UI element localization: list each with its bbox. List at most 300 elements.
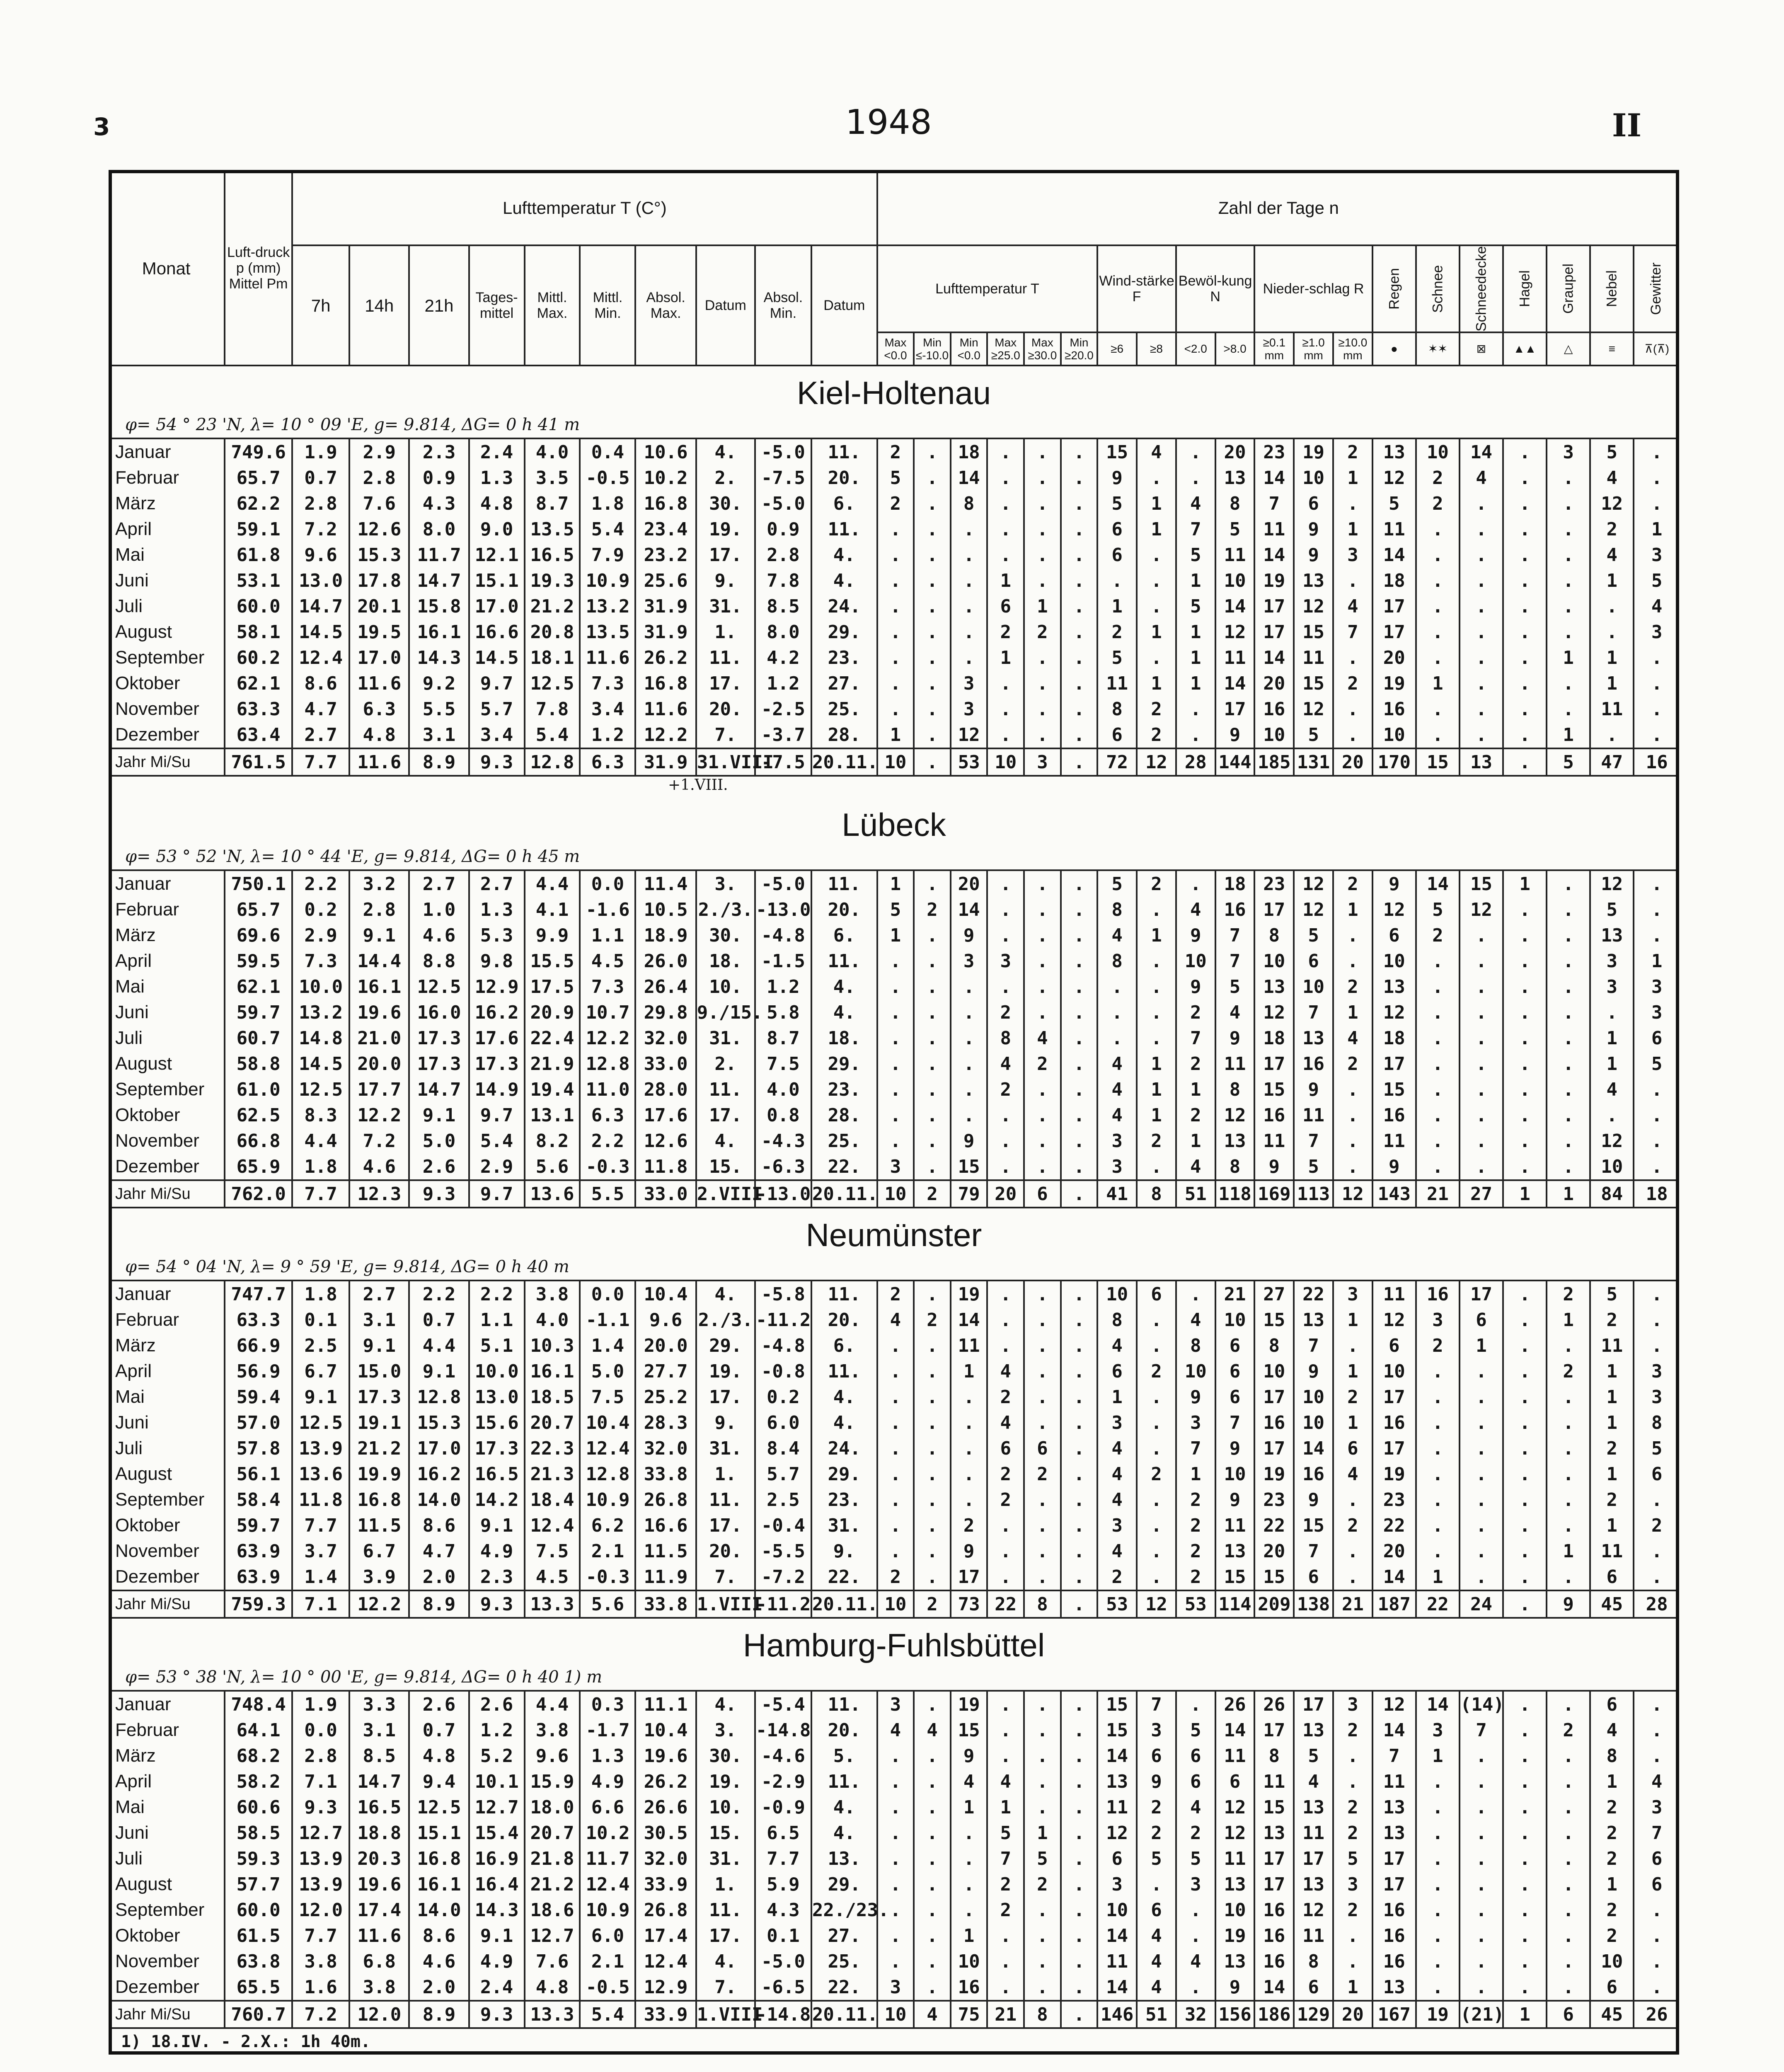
data-cell: . [1137, 1025, 1176, 1051]
data-cell: 2.8 [292, 491, 349, 516]
data-cell: 18.0 [525, 1794, 580, 1820]
data-cell: 12 [1590, 1128, 1634, 1154]
data-cell: 4. [811, 1820, 877, 1846]
data-cell: . [1460, 619, 1503, 645]
data-cell: 17 [1294, 1846, 1333, 1871]
data-cell: 5 [1634, 1051, 1679, 1077]
total-cell: 129 [1294, 2001, 1333, 2028]
data-cell: 2.2 [469, 1280, 525, 1307]
data-cell: -5.0 [755, 491, 811, 516]
station-coords: φ= 54 ° 23 'N, λ= 10 ° 09 'E, g= 9.814, ΔG= 0 h 41 m [109, 412, 1679, 438]
data-cell: 18 [1254, 1025, 1294, 1051]
data-cell: . [1547, 1128, 1590, 1154]
data-cell: 10 [951, 1949, 988, 1974]
data-cell: . [1061, 1513, 1098, 1538]
data-cell: 11.8 [635, 1154, 696, 1180]
data-cell: . [987, 1717, 1024, 1743]
data-cell: . [1416, 1461, 1460, 1487]
data-cell: 60.0 [225, 1897, 292, 1923]
data-cell: . [1460, 516, 1503, 542]
data-cell: . [1061, 870, 1098, 897]
data-cell: 1.1 [469, 1307, 525, 1333]
data-cell: 2.5 [755, 1487, 811, 1513]
data-cell: 13 [1215, 1949, 1255, 1974]
data-cell: 2 [914, 1307, 951, 1333]
data-cell: . [1547, 870, 1590, 897]
data-cell: 4.8 [525, 1974, 580, 2001]
data-cell: . [1503, 722, 1547, 748]
data-cell: 9 [1294, 542, 1333, 568]
data-cell: . [1061, 1025, 1098, 1051]
data-cell: . [1503, 465, 1547, 491]
data-cell: 2 [1590, 1307, 1634, 1333]
data-cell: 5 [1590, 897, 1634, 922]
data-cell: 0.7 [409, 1717, 469, 1743]
total-cell: 28 [1176, 748, 1215, 776]
data-cell: 24. [811, 1435, 877, 1461]
header-schneedecke: Schneedecke [1460, 245, 1503, 332]
header-windstaerke: Wind-stärke F [1097, 245, 1176, 332]
sub-min-ge20: Min ≥20.0 [1061, 332, 1098, 366]
data-cell: . [1176, 722, 1215, 748]
total-cell: 7.7 [292, 748, 349, 776]
data-cell: 11.6 [349, 1923, 409, 1949]
station-name: Hamburg-Fuhlsbüttel [743, 1627, 1045, 1664]
data-cell: . [877, 1000, 914, 1025]
data-cell: 20 [1254, 670, 1294, 696]
data-cell: 29. [811, 619, 877, 645]
data-cell: 21.9 [525, 1051, 580, 1077]
total-cell: 20 [987, 1180, 1024, 1208]
total-label: Jahr Mi/Su [109, 2001, 225, 2028]
data-cell: 14 [1372, 1564, 1416, 1590]
data-cell: . [1547, 568, 1590, 593]
data-cell: 10 [1254, 948, 1294, 974]
data-cell: 0.8 [755, 1102, 811, 1128]
data-cell: . [1024, 1769, 1061, 1794]
total-cell: 146 [1097, 2001, 1137, 2028]
data-cell: 6 [1215, 1333, 1255, 1358]
data-cell: 9 [951, 922, 988, 948]
data-cell: 4 [1137, 1923, 1176, 1949]
data-cell: 22.3 [525, 1435, 580, 1461]
data-cell: 11 [951, 1333, 988, 1358]
data-cell: 13 [1254, 1820, 1294, 1846]
data-cell: . [877, 1358, 914, 1384]
data-cell: 26.2 [635, 645, 696, 670]
data-cell: . [987, 1949, 1024, 1974]
data-cell: 15.3 [349, 542, 409, 568]
data-cell: 2 [1333, 438, 1372, 465]
total-cell: 8 [1024, 1590, 1061, 1618]
data-cell: 11 [1372, 1280, 1416, 1307]
month-label: Juni [115, 1412, 149, 1433]
data-cell: . [1024, 1410, 1061, 1435]
data-cell: 14 [1416, 1691, 1460, 1717]
data-cell: 4.7 [409, 1538, 469, 1564]
data-cell: 65.7 [225, 465, 292, 491]
data-cell: 1 [1590, 670, 1634, 696]
data-cell: 19 [1372, 1461, 1416, 1487]
data-cell: . [914, 1077, 951, 1102]
data-cell: 63.4 [225, 722, 292, 748]
data-cell: 12.5 [409, 1794, 469, 1820]
data-cell: . [1061, 1564, 1098, 1590]
data-cell: 22. [811, 1154, 877, 1180]
data-cell: 26.0 [635, 948, 696, 974]
data-cell: 17 [1254, 897, 1294, 922]
sub-n-lt2: <2.0 [1176, 332, 1215, 366]
data-cell: 31.9 [635, 619, 696, 645]
data-cell: 18 [1215, 870, 1255, 897]
data-cell: 12.9 [635, 1974, 696, 2001]
data-cell: 20.3 [349, 1846, 409, 1871]
total-cell: 79 [951, 1180, 988, 1208]
data-cell: . [1503, 1794, 1547, 1820]
data-cell: 15 [1460, 870, 1503, 897]
data-cell: 1 [1176, 619, 1215, 645]
data-cell: 4 [1590, 465, 1634, 491]
data-cell: 12.2 [580, 1025, 635, 1051]
total-cell: 169 [1254, 1180, 1294, 1208]
data-cell: . [1416, 1154, 1460, 1180]
data-cell: . [877, 1025, 914, 1051]
data-cell: 23 [1254, 870, 1294, 897]
data-cell: . [1503, 1154, 1547, 1180]
data-cell: 7.5 [755, 1051, 811, 1077]
data-cell: . [1024, 465, 1061, 491]
data-cell: 2.2 [409, 1280, 469, 1307]
data-cell: 1. [696, 619, 755, 645]
data-cell: 16.8 [409, 1846, 469, 1871]
data-cell: 4 [987, 1051, 1024, 1077]
data-cell: 16.9 [469, 1846, 525, 1871]
data-cell: 2 [987, 1384, 1024, 1410]
data-cell: . [1634, 645, 1679, 670]
data-cell: . [1460, 1513, 1503, 1538]
data-cell: . [1176, 1280, 1215, 1307]
data-cell: 7 [1176, 1025, 1215, 1051]
data-cell: 7.3 [580, 670, 635, 696]
data-cell: 9 [1137, 1769, 1176, 1794]
data-cell: . [877, 1743, 914, 1769]
data-cell: 8 [1097, 1307, 1137, 1333]
data-cell: 65.5 [225, 1974, 292, 2001]
data-cell: . [1547, 1794, 1590, 1820]
data-cell: . [1460, 1025, 1503, 1051]
data-cell: 1.1 [580, 922, 635, 948]
data-cell: 5.5 [409, 696, 469, 722]
data-cell: 2 [987, 1897, 1024, 1923]
data-cell: . [1137, 1538, 1176, 1564]
data-cell: . [1634, 1743, 1679, 1769]
data-cell: 4.3 [755, 1897, 811, 1923]
data-cell: 11 [1215, 1846, 1255, 1871]
data-cell: 1.0 [409, 897, 469, 922]
header-graupel: Graupel [1547, 245, 1590, 332]
data-cell: . [914, 1358, 951, 1384]
data-cell: 4.8 [409, 1743, 469, 1769]
data-cell: 8.4 [755, 1435, 811, 1461]
data-cell: . [1503, 1333, 1547, 1358]
data-cell: . [1137, 542, 1176, 568]
data-cell: . [1634, 870, 1679, 897]
data-cell: . [1333, 1333, 1372, 1358]
data-cell: . [1503, 974, 1547, 1000]
month-label: Dezember [115, 1566, 199, 1587]
data-cell: . [987, 722, 1024, 748]
data-cell: 16 [1254, 1949, 1294, 1974]
header-zahl-der-tage: Zahl der Tage n [877, 171, 1679, 245]
data-cell: 11 [1254, 1769, 1294, 1794]
data-cell: 2.1 [580, 1538, 635, 1564]
data-cell: 13.5 [525, 516, 580, 542]
data-cell: 6 [1634, 1871, 1679, 1897]
total-cell: 761.5 [225, 748, 292, 776]
total-cell: 20.11. [811, 748, 877, 776]
data-cell: 15 [951, 1154, 988, 1180]
data-cell: 3 [1590, 948, 1634, 974]
data-cell: -0.8 [755, 1358, 811, 1384]
data-cell: 4 [1097, 922, 1137, 948]
data-cell: 1 [1547, 1538, 1590, 1564]
data-cell: 1 [1333, 516, 1372, 542]
data-cell: 14 [951, 1307, 988, 1333]
data-cell: 2.8 [349, 897, 409, 922]
data-cell: -0.5 [580, 1974, 635, 2001]
data-cell: . [1416, 1923, 1460, 1949]
data-cell: . [1137, 465, 1176, 491]
data-cell: 11. [811, 948, 877, 974]
data-cell: 1 [1590, 1358, 1634, 1384]
sub-min-lt0: Min <0.0 [951, 332, 988, 366]
data-cell: 12.6 [635, 1128, 696, 1154]
data-cell: 3. [696, 870, 755, 897]
data-cell: 14.8 [292, 1025, 349, 1051]
data-cell: . [1024, 948, 1061, 974]
data-cell: . [1416, 1897, 1460, 1923]
data-cell: . [1416, 1794, 1460, 1820]
data-cell: . [1416, 974, 1460, 1000]
data-cell: 9. [696, 568, 755, 593]
data-cell: 21.0 [349, 1025, 409, 1051]
total-cell: 13.6 [525, 1180, 580, 1208]
data-cell: 9 [1215, 1025, 1255, 1051]
data-cell: 27 [1254, 1280, 1294, 1307]
data-cell: 12.9 [469, 974, 525, 1000]
data-cell: . [987, 670, 1024, 696]
data-cell: 9. [811, 1538, 877, 1564]
data-cell: . [1634, 1717, 1679, 1743]
month-label: September [115, 1079, 205, 1100]
data-cell: . [1634, 670, 1679, 696]
data-cell: 1 [1137, 516, 1176, 542]
data-cell: . [877, 1487, 914, 1513]
data-cell: 14 [951, 465, 988, 491]
data-cell: 2 [877, 438, 914, 465]
data-cell: . [877, 1384, 914, 1410]
data-cell: 60.0 [225, 593, 292, 619]
data-cell: 13.9 [292, 1871, 349, 1897]
data-cell: 11. [696, 1487, 755, 1513]
total-cell: 12.0 [349, 2001, 409, 2028]
section-number: II [1612, 107, 1642, 144]
data-cell: . [1024, 870, 1061, 897]
data-cell: . [1024, 1154, 1061, 1180]
data-cell: . [914, 619, 951, 645]
data-cell: 8 [1215, 1077, 1255, 1102]
data-cell: . [1024, 1974, 1061, 2001]
data-cell: 5 [1294, 922, 1333, 948]
data-cell: 12 [1372, 1000, 1416, 1025]
data-cell: 3.7 [292, 1538, 349, 1564]
data-cell: 6 [1294, 1974, 1333, 2001]
data-cell: 63.9 [225, 1538, 292, 1564]
data-cell: 8.5 [349, 1743, 409, 1769]
data-cell: . [1460, 1794, 1503, 1820]
data-cell: . [1590, 1102, 1634, 1128]
data-cell: . [1061, 1000, 1098, 1025]
data-cell: 4.0 [525, 438, 580, 465]
data-cell: 4 [1176, 1949, 1215, 1974]
data-cell: 13.9 [292, 1846, 349, 1871]
data-cell: 31. [811, 1513, 877, 1538]
month-label: Juni [115, 1823, 149, 1843]
data-cell: 7.3 [580, 974, 635, 1000]
data-cell: 7.2 [292, 516, 349, 542]
data-cell: . [1547, 1410, 1590, 1435]
data-cell: . [1547, 1051, 1590, 1077]
data-cell: 16.1 [525, 1358, 580, 1384]
data-cell: . [1503, 1564, 1547, 1590]
data-cell: 16 [1372, 1897, 1416, 1923]
data-cell: 13 [1294, 1871, 1333, 1897]
header-luftdruck: Luft-druck p (mm) Mittel Pm [225, 171, 292, 366]
data-cell: . [1061, 1769, 1098, 1794]
data-cell: . [914, 1846, 951, 1871]
data-cell: 1. [696, 1871, 755, 1897]
data-cell: 10.6 [635, 438, 696, 465]
data-cell: 11 [1215, 542, 1255, 568]
data-cell: . [951, 542, 988, 568]
data-cell: 4.2 [755, 645, 811, 670]
data-cell: 15 [1254, 1307, 1294, 1333]
data-cell: . [1460, 696, 1503, 722]
sym-graupel-icon: △ [1547, 332, 1590, 366]
data-cell: 2 [914, 897, 951, 922]
data-cell: . [914, 1000, 951, 1025]
data-cell: 29. [811, 1871, 877, 1897]
data-cell: 59.3 [225, 1846, 292, 1871]
data-cell: . [1333, 1949, 1372, 1974]
data-cell: 8.6 [409, 1923, 469, 1949]
data-cell: 6 [1294, 491, 1333, 516]
total-cell: 170 [1372, 748, 1416, 776]
data-cell: 2.4 [469, 1974, 525, 2001]
data-cell: 8 [1590, 1743, 1634, 1769]
total-cell: 10 [877, 1590, 914, 1618]
data-cell: . [877, 696, 914, 722]
data-cell: 11.6 [580, 645, 635, 670]
data-cell: 0.0 [292, 1717, 349, 1743]
data-cell: 19 [951, 1691, 988, 1717]
data-cell: 8 [1294, 1949, 1333, 1974]
data-cell: . [1024, 1000, 1061, 1025]
data-cell: . [1460, 542, 1503, 568]
data-cell: 6 [1097, 1358, 1137, 1384]
total-label: Jahr Mi/Su [109, 1590, 225, 1618]
data-cell: 11 [1372, 1769, 1416, 1794]
data-cell: 13.2 [292, 1000, 349, 1025]
data-cell: . [1061, 542, 1098, 568]
data-cell: . [1547, 491, 1590, 516]
data-cell: 4.5 [525, 1564, 580, 1590]
header-schnee: Schnee [1416, 245, 1460, 332]
data-cell: . [951, 1410, 988, 1435]
data-cell: -1.5 [755, 948, 811, 974]
data-cell: 12.2 [349, 1102, 409, 1128]
data-cell: 17 [1215, 696, 1255, 722]
data-cell: 21.2 [349, 1435, 409, 1461]
data-cell: 30.5 [635, 1820, 696, 1846]
data-cell: 1 [1097, 593, 1137, 619]
data-cell: 2.8 [349, 465, 409, 491]
data-cell: 12 [1372, 465, 1416, 491]
data-cell: 10.4 [635, 1280, 696, 1307]
data-cell: 4.9 [580, 1769, 635, 1794]
data-cell: . [987, 542, 1024, 568]
data-cell: . [1547, 1691, 1590, 1717]
data-cell: 5.6 [525, 1154, 580, 1180]
data-cell: . [1634, 696, 1679, 722]
data-cell: 13 [1254, 974, 1294, 1000]
data-cell: 12 [1294, 870, 1333, 897]
data-cell: 5.0 [580, 1358, 635, 1384]
data-cell: . [914, 465, 951, 491]
data-cell: . [1061, 1333, 1098, 1358]
data-cell: 14 [1097, 1743, 1137, 1769]
data-cell: 2 [1176, 1487, 1215, 1513]
data-cell: 16 [1294, 1051, 1333, 1077]
data-cell: 2 [1176, 1051, 1215, 1077]
data-cell: . [1097, 1025, 1137, 1051]
total-cell: -7.5 [755, 748, 811, 776]
data-cell: . [1061, 1461, 1098, 1487]
data-cell: . [1137, 1871, 1176, 1897]
month-label: Februar [115, 467, 179, 488]
data-cell: 2 [1590, 1487, 1634, 1513]
data-cell: 16.2 [469, 1000, 525, 1025]
data-cell: . [914, 1769, 951, 1794]
data-cell: 22 [1294, 1280, 1333, 1307]
data-cell: . [1547, 1820, 1590, 1846]
data-cell: 9 [951, 1538, 988, 1564]
data-cell: . [1503, 568, 1547, 593]
data-cell: . [1061, 1102, 1098, 1128]
total-label: Jahr Mi/Su [109, 1180, 225, 1208]
data-cell: . [914, 568, 951, 593]
data-cell: 8.7 [525, 491, 580, 516]
data-cell: . [877, 1410, 914, 1435]
header-monat: Monat [109, 171, 225, 366]
data-cell: 2.1 [580, 1949, 635, 1974]
data-cell: 9.1 [409, 1102, 469, 1128]
data-cell: . [1024, 1564, 1061, 1590]
data-cell: 7. [696, 722, 755, 748]
data-cell: . [1061, 1974, 1098, 2001]
station-coords: φ= 53 ° 38 'N, λ= 10 ° 00 'E, g= 9.814, ΔG= 0 h 40 1) m [109, 1664, 1679, 1691]
data-cell: 19 [951, 1280, 988, 1307]
